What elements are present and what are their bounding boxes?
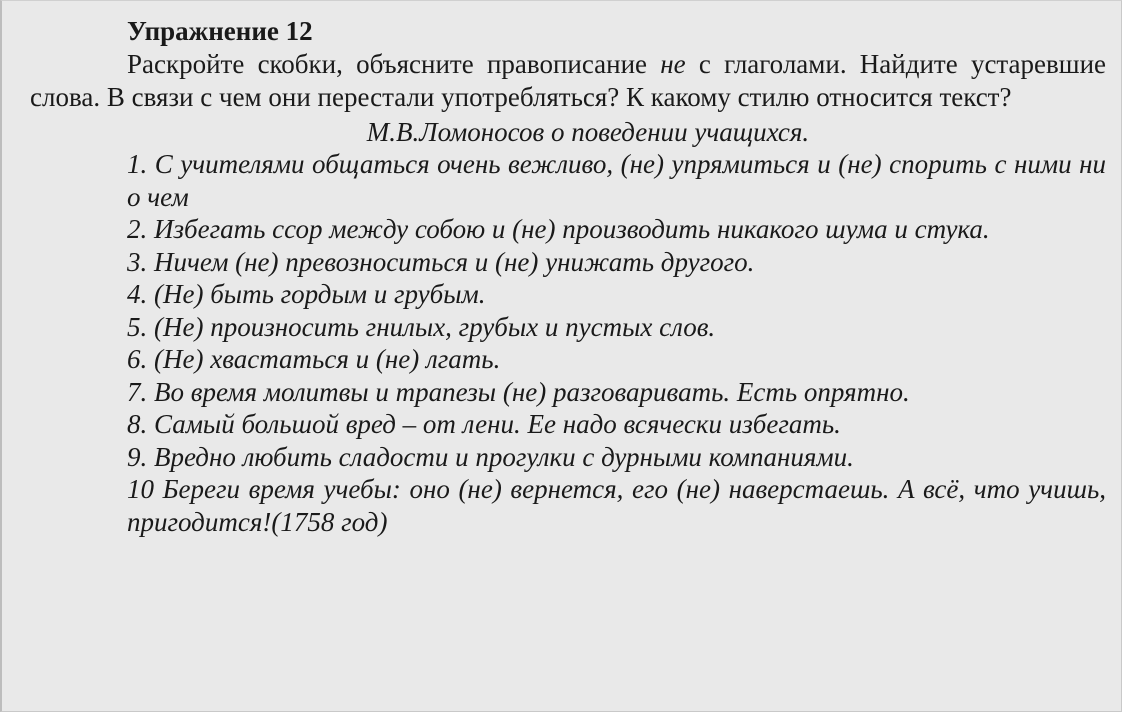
exercise-instructions bbox=[30, 48, 1106, 114]
rule-item: 1. С учителями общаться очень вежливо, (не) упрямиться и (не) спорить с ними ни о чем bbox=[127, 149, 1106, 212]
instructions-emphasis: не bbox=[660, 49, 686, 79]
text-heading: М.В.Ломоносов о поведении учащихся. bbox=[366, 117, 810, 147]
instructions-text-start: Раскройте скобки, объясните правописание bbox=[127, 49, 661, 79]
exercise-content bbox=[30, 15, 1106, 538]
rules-list bbox=[30, 148, 1106, 538]
rule-item: 5. (Не) произносить гнилых, грубых и пустых слов. bbox=[127, 311, 716, 342]
rule-item: 4. (Не) быть гордым и грубым. bbox=[127, 279, 486, 309]
rule-item: 7. Во время молитвы и трапезы (не) разговаривать. Есть опрятно. bbox=[127, 376, 910, 407]
rule-item: 8. Самый большой вред – от лени. Ее надо всячески избегать. bbox=[127, 409, 841, 439]
rule-item: 10 Береги время учебы: оно (не) вернется, его (не) наверстаешь. А всё, что учишь, пригодится!(1758 год) bbox=[127, 474, 1106, 537]
rule-item: 6. (Не) хвастаться и (не) лгать. bbox=[127, 344, 501, 374]
rule-item: 3. Ничем (не) превозноситься и (не) унижать другого. bbox=[127, 246, 755, 277]
exercise-title: Упражнение 12 bbox=[127, 16, 313, 46]
rule-item: 9. Вредно любить сладости и прогулки с дурными компаниями. bbox=[127, 441, 854, 472]
rule-item: 2. Избегать ссор между собою и (не) производить никакого шума и стука. bbox=[127, 214, 990, 244]
instructions-text-end: с глаголами. Найдите устаревшие слова. В связи с чем они перестали употребляться? К какому стилю относится текст? bbox=[30, 49, 1106, 112]
